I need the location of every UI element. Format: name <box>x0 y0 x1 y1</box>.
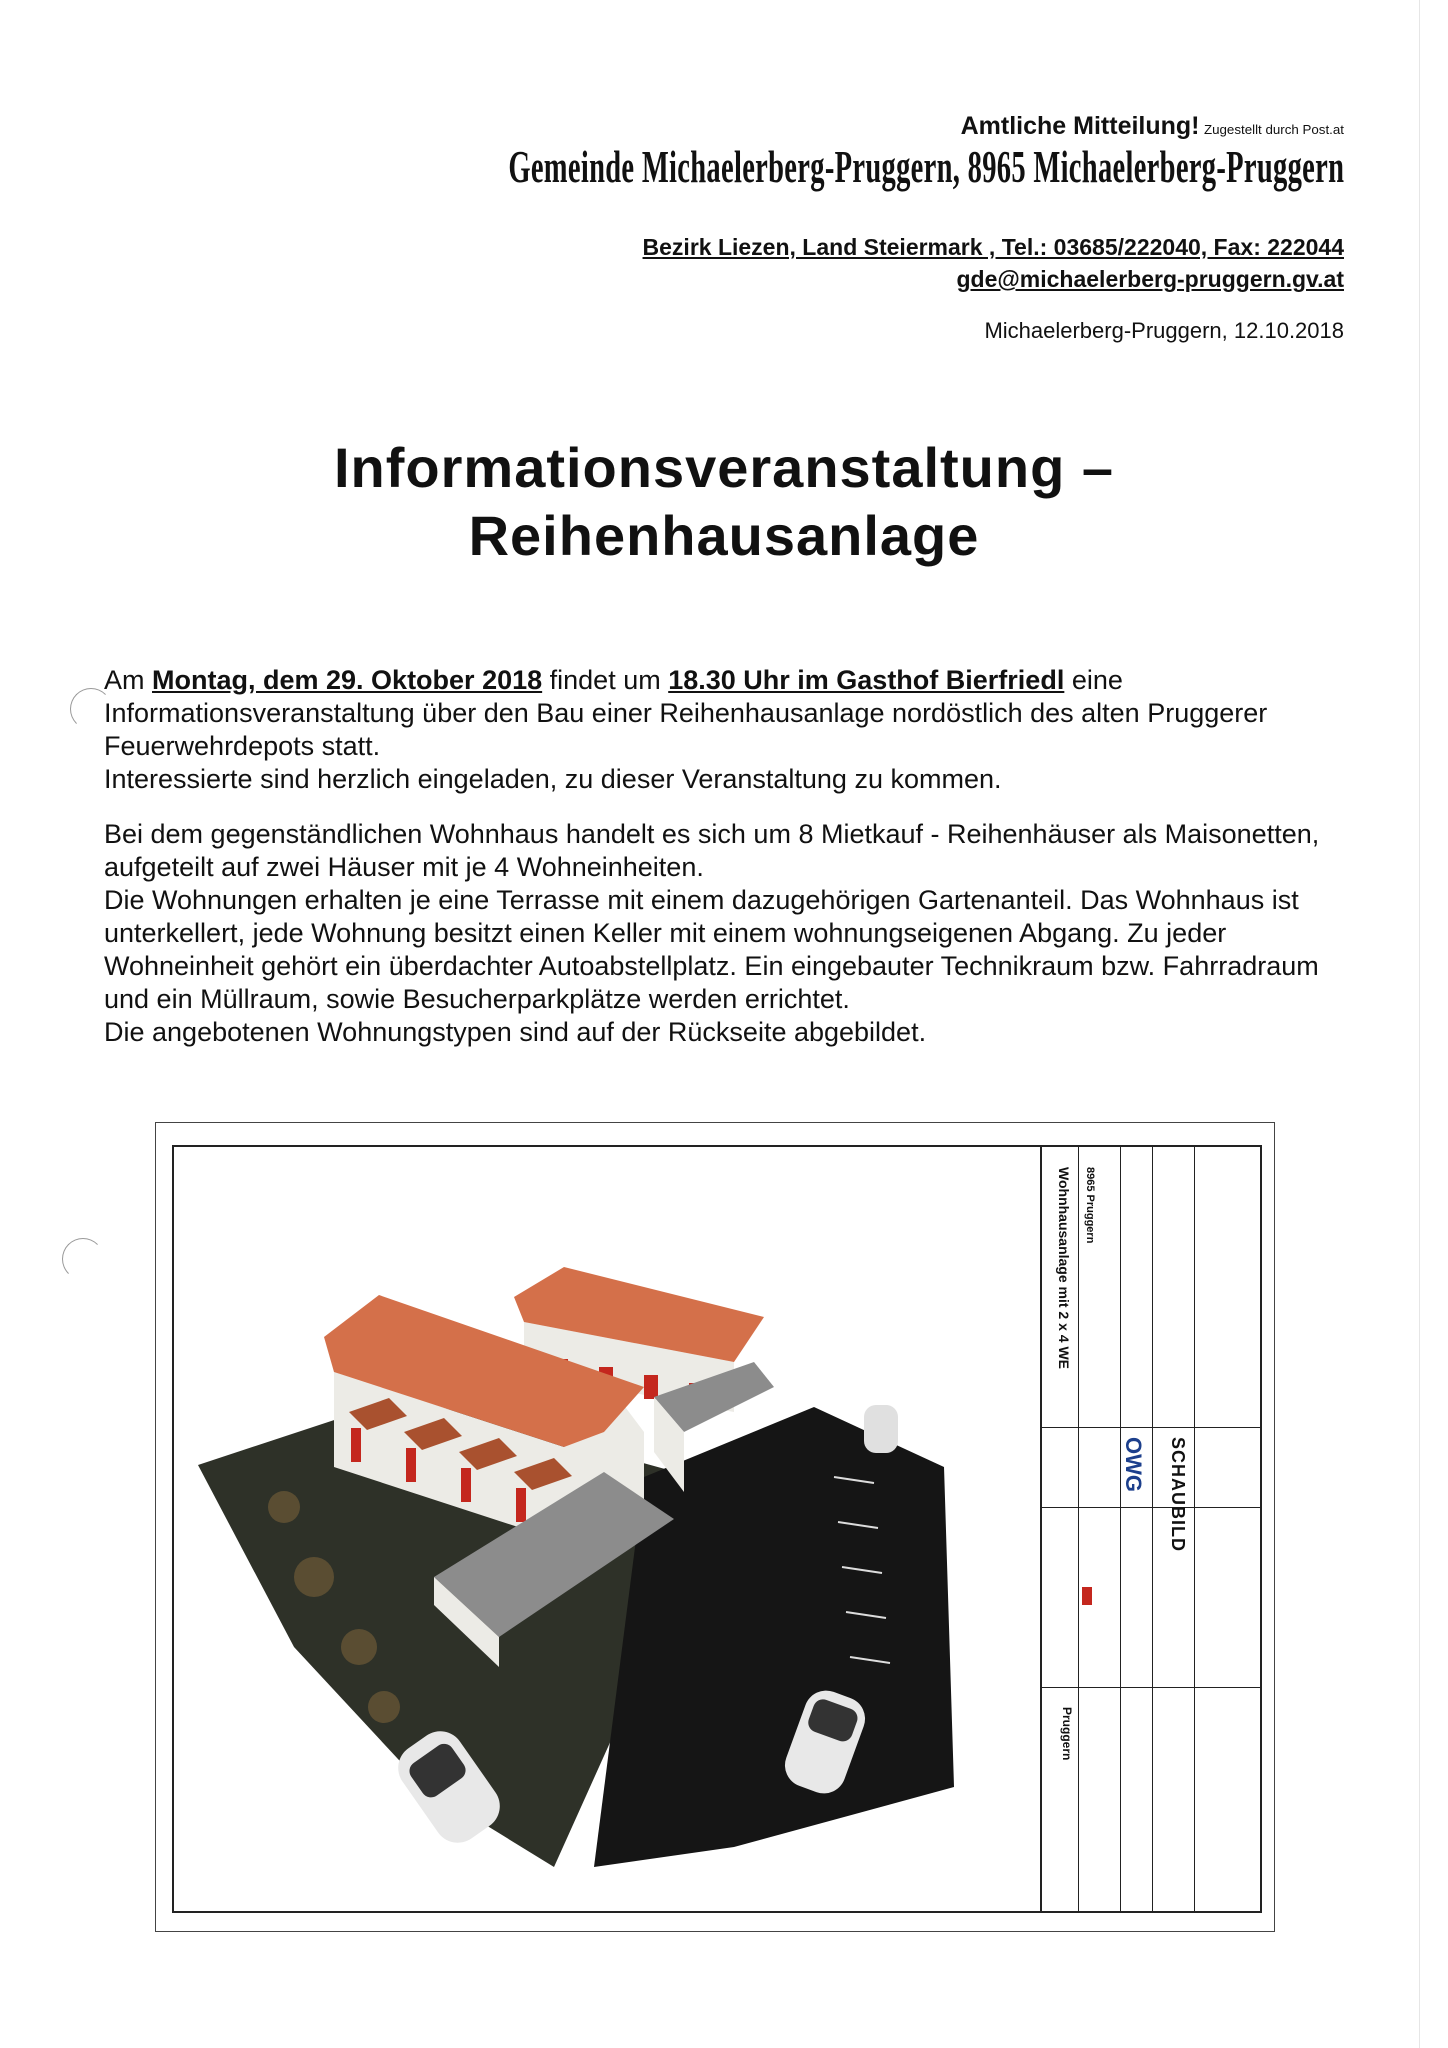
invite-line: Interessierte sind herzlich eingeladen, zu dieser Veranstaltung zu kommen. <box>104 764 1002 794</box>
official-notice: Amtliche Mitteilung! <box>960 112 1200 140</box>
title-line-1: Informationsveranstaltung – <box>333 436 1115 499</box>
architectural-drawing <box>155 1122 1275 1932</box>
intro-paragraph <box>104 664 1354 763</box>
intro-text-3: eine Informationsveranstaltung über den Bau einer Reihenhausanlage nordöstlich des alten Pruggerer Feuerwehrdepots statt. <box>104 665 1268 761</box>
description-paragraph-1: Bei dem gegenständlichen Wohnhaus handelt es sich um 8 Mietkauf - Reihenhäuser als Maisonetten, aufgeteilt auf zwei Häuser mit je 4 Wohneinheiten. <box>104 819 1320 882</box>
rendering-image <box>174 1147 1040 1911</box>
drawing-frame <box>172 1145 1262 1913</box>
drawing-title-block <box>1040 1147 1262 1911</box>
email-address: gde@michaelerberg-pruggern.gv.at <box>956 266 1344 292</box>
terrace-wall <box>351 1428 361 1462</box>
company-logo: OWG <box>1121 1437 1146 1492</box>
terrace-wall <box>461 1468 471 1502</box>
delivery-note: Zugestellt durch Post.at <box>1203 122 1344 137</box>
municipality-name: Gemeinde Michaelerberg-Pruggern, 8965 Michaelerberg-Pruggern <box>508 141 1344 192</box>
document-title <box>0 434 1448 570</box>
planner-logo-mark <box>1082 1587 1092 1605</box>
event-date: Montag, dem 29. Oktober 2018 <box>152 665 543 695</box>
project-title: Wohnhausanlage mit 2 x 4 WE <box>1056 1167 1072 1370</box>
scan-edge <box>1419 0 1420 2048</box>
body-text <box>104 664 1354 1049</box>
parking-area <box>594 1407 954 1867</box>
terrace-wall <box>516 1488 526 1522</box>
place-label: Pruggern <box>1060 1707 1074 1761</box>
punch-hole-mark <box>62 1238 104 1280</box>
title-line-2: Reihenhausanlage <box>468 504 980 567</box>
description-paragraph-3: Die angebotenen Wohnungstypen sind auf der Rückseite abgebildet. <box>104 1017 927 1047</box>
terraced-house-rendering <box>174 1147 1040 1911</box>
event-time-place: 18.30 Uhr im Gasthof Bierfriedl <box>668 665 1065 695</box>
description-paragraph-2: Die Wohnungen erhalten je eine Terrasse mit einem dazugehörigen Gartenanteil. Das Wohnhaus ist unterkellert, jede Wohnung besitzt einen Keller mit einem wohnungseigenen Abgang. Zu jeder Wohneinheit gehört ein überdachter Autoabstellplatz. Ein eingebauter Technikraum bzw. Fahrradraum und ein Müllraum, sowie Besucherparkplätze werden errichtet. <box>104 885 1319 1014</box>
car-far <box>864 1405 898 1453</box>
terrace-wall <box>406 1448 416 1482</box>
project-location: 8965 Pruggern <box>1084 1167 1096 1244</box>
notice-line <box>961 112 1344 141</box>
intro-text-2: findet um <box>542 665 669 695</box>
door <box>644 1375 658 1399</box>
date-line: Michaelerberg-Pruggern, 12.10.2018 <box>984 318 1344 343</box>
contact-line: Bezirk Liezen, Land Steiermark , Tel.: 03685/222040, Fax: 222044 <box>642 234 1344 260</box>
view-label: SCHAUBILD <box>1168 1437 1188 1552</box>
intro-text-1: Am <box>104 665 153 695</box>
